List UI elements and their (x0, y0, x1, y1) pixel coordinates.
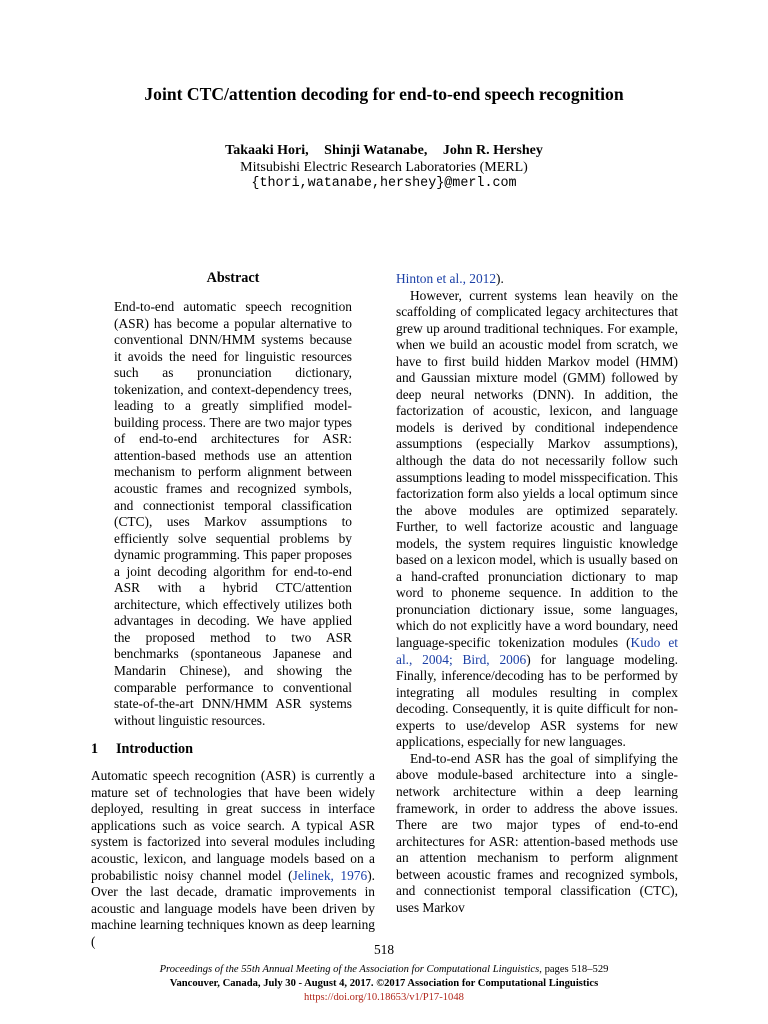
footer-pages: , pages 518–529 (539, 964, 609, 975)
author-names (0, 143, 768, 160)
footer-location: Vancouver, Canada, July 30 - August 4, 2017. ©2017 Association for Computational Linguistics (169, 978, 599, 989)
doi-link[interactable]: https://doi.org/10.18653/v1/P17-1048 (304, 992, 464, 1003)
author-name: Shinji Watanabe, (324, 143, 428, 158)
body-text: ). (496, 271, 504, 286)
citation-link[interactable]: Kudo et al., 2004; Bird, 2006 (396, 635, 678, 667)
author-name: Takaaki Hori, (225, 143, 309, 158)
author-name: John R. Hershey (442, 143, 543, 158)
body-text: Automatic speech recognition (ASR) is currently a mature set of technologies that have been widely deployed, resulting in great success in interface applications such as voice search. A typical ASR system is factorized into several modules including acoustic, lexicon, and language models based on a probabilistic noisy channel model ( (91, 768, 375, 883)
body-text: ) for language modeling. Finally, inference/decoding has to be performed by integrating all modules resulting in complex decoding. Consequently, it is quite difficult for non-experts to use/develop ASR systems for new applications, especially for new languages. (396, 651, 678, 750)
author-affiliation: Mitsubishi Electric Research Laboratories (MERL) (240, 159, 528, 175)
paper-title: Joint CTC/attention decoding for end-to-end speech recognition (144, 84, 624, 104)
intro-paragraph-3: End-to-end ASR has the goal of simplifying the above module-based architecture into a single-network architecture within a deep learning framework, in order to address the above issues. There are two major types of end-to-end architectures for ASR: attention-based methods use an attention mechanism to perform alignment between acoustic frames and recognized symbols, and connectionist temporal classification (CTC), uses Markov (396, 750, 678, 915)
left-column (91, 269, 375, 950)
page-number: 518 (373, 942, 395, 957)
author-block (0, 143, 768, 193)
body-text: ). Over the last decade, dramatic improvements in acoustic and language models have been driven by machine learning techniques known as deep learning ( (91, 867, 375, 949)
author-email: {thori,watanabe,hershey}@merl.com (251, 176, 517, 192)
section-title: Introduction (116, 741, 193, 758)
body-text: However, current systems lean heavily on the scaffolding of complicated legacy architectures that grew up around traditional techniques. For example, when we build an acoustic model from scratch, we have to first build hidden Markov model (HMM) and Gaussian mixture model (GMM) followed by deep neural networks (DNN). In addition, the factorization of acoustic, lexicon, and language models is derived by conditional independence assumptions (especially Markov assumptions), although the data do not necessarily follow such assumptions leading to model misspecification. This factorization form also yields a local optimum since the above modules are optimized separately. Further, to well factorize acoustic and language models, the system requires linguistic knowledge based on a lexicon model, which is usually based on a hand-crafted pronunciation dictionary to map word to phoneme sequence. In addition to the pronunciation dictionary issue, some languages, which do not explicitly have a word boundary, need language-specific tokenization modules ( (396, 287, 678, 651)
right-column (396, 271, 678, 916)
intro-paragraph-1-part-2 (396, 271, 678, 288)
citation-link[interactable]: Jelinek, 1976 (292, 867, 368, 883)
section-heading-introduction (91, 740, 375, 758)
intro-paragraph-2 (396, 288, 678, 751)
footer-proceedings (0, 963, 768, 977)
intro-paragraph-1-part-1 (91, 768, 375, 950)
page-footer (0, 963, 768, 1005)
section-number: 1 (91, 741, 99, 758)
abstract-heading: Abstract (206, 270, 260, 286)
abstract-text: End-to-end automatic speech recognition (ASR) has become a popular alternative to conventional DNN/HMM systems because it avoids the need for linguistic resources such as pronunciation dictionary, tokenization, and context-dependency trees, leading to a greatly simplified model-building process. There are two major types of end-to-end architectures for ASR: attention-based methods use an attention mechanism to perform alignment between acoustic frames and recognized symbols, and connectionist temporal classification (CTC), uses Markov assumptions to efficiently solve sequential problems by dynamic programming. This paper proposes a joint decoding algorithm for end-to-end ASR with a hybrid CTC/attention architecture, which effectively utilizes both advantages in decoding. We have applied the proposed method to two ASR benchmarks (spontaneous Japanese and Mandarin Chinese), and showing the comparable performance to conventional state-of-the-art DNN/HMM ASR systems without linguistic resources. (114, 299, 352, 728)
footer-venue: Proceedings of the 55th Annual Meeting of the Association for Computational Linguistics (159, 964, 540, 975)
citation-link[interactable]: Hinton et al., 2012 (396, 271, 497, 286)
